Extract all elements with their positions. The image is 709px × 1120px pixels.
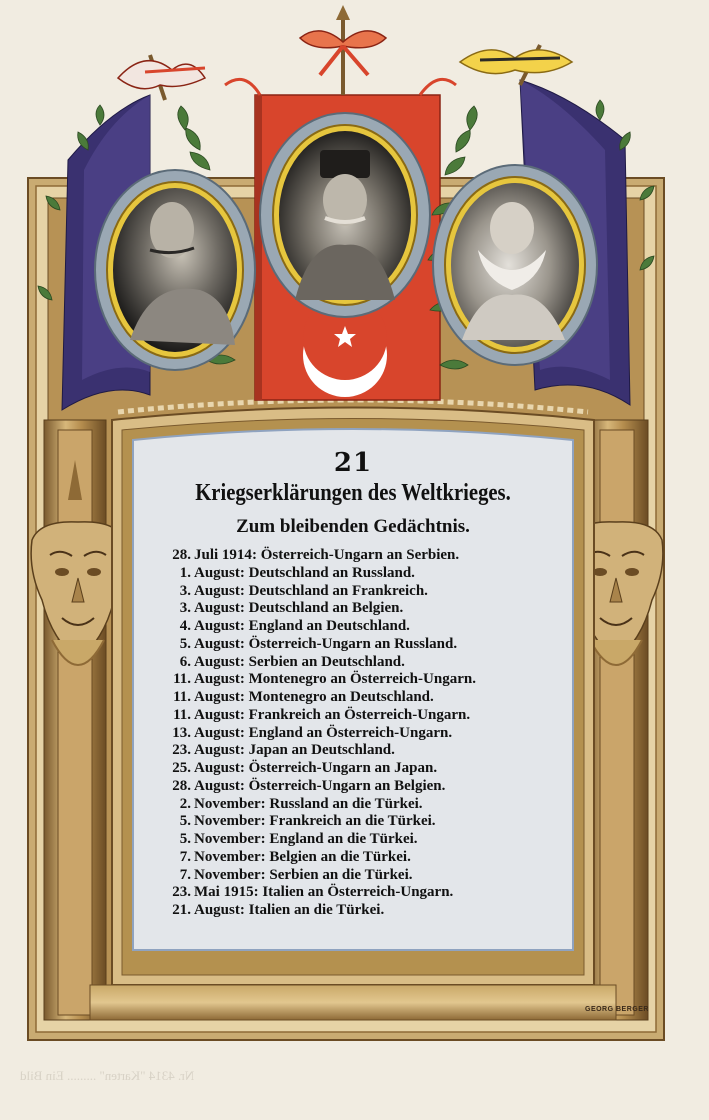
declaration-month: August [194,724,240,741]
declaration-text: Deutschland an Frankreich. [248,582,428,599]
declaration-row [151,689,561,707]
show-through-text: Nr. 4314 "Karten" ......... Ein Bild [20,1068,195,1083]
declarations-list [151,547,561,920]
declaration-month: August [194,742,240,759]
declaration-separator: : [260,813,270,830]
portrait-center [260,113,430,317]
declaration-text: England an Österreich-Ungarn. [248,724,453,741]
declaration-day: 11. [173,689,191,705]
declaration-row [151,884,561,902]
declaration-day: 1. [179,564,191,581]
declaration-day: 23. [172,742,191,759]
declaration-separator: : [239,618,249,634]
declaration-month: August [194,902,240,918]
declaration-day: 3. [179,582,191,599]
declaration-separator: : [260,795,270,812]
declaration-row [151,654,561,672]
declaration-day: 5. [179,813,191,830]
declaration-day: 28. [172,777,191,794]
declaration-row [151,760,561,778]
declaration-text: England an die Türkei. [269,831,418,847]
declaration-month: August [194,706,240,723]
declaration-month: November [194,866,261,883]
declaration-separator: : [239,902,249,918]
declaration-row [151,636,561,654]
declaration-day: 5. [179,831,191,847]
declaration-separator: : [239,706,249,723]
declaration-separator: : [239,600,249,617]
declaration-row [151,565,561,583]
declaration-row [151,813,561,831]
declaration-day: 4. [179,618,191,634]
declaration-month: November [194,813,261,830]
declaration-separator: : [239,724,249,741]
declaration-separator: : [260,866,270,883]
declaration-month: August [194,600,240,617]
declaration-day: 3. [179,600,191,617]
declaration-text: Österreich-Ungarn an Russland. [248,635,458,652]
declaration-row [151,778,561,796]
declaration-row [151,831,561,849]
declaration-day: 7. [179,866,191,883]
declaration-row [151,867,561,885]
declaration-day: 6. [179,653,191,670]
declaration-month: Juli 1914 [194,547,252,563]
declaration-separator: : [239,564,249,581]
card-title: Kriegserklärungen des Weltkrieges. [195,480,511,506]
declaration-separator: : [239,760,249,776]
declaration-row [151,583,561,601]
declaration-text: Serbien an Deutschland. [248,653,405,670]
declaration-row [151,796,561,814]
declaration-month: November [194,848,261,865]
declaration-month: August [194,618,240,634]
declaration-day: 7. [179,848,191,865]
declaration-row [151,707,561,725]
declaration-text: England an Deutschland. [248,618,410,634]
declaration-text: Österreich-Ungarn an Serbien. [260,547,460,563]
declaration-row [151,725,561,743]
declaration-text: Montenegro an Deutschland. [248,689,434,705]
declaration-separator: : [239,582,249,599]
declaration-row [151,618,561,636]
declaration-text: Italien an die Türkei. [248,902,385,918]
declaration-month: August [194,671,240,688]
declaration-month: August [194,582,240,599]
declaration-month: August [194,777,240,794]
declaration-row [151,547,561,565]
declaration-day: 23. [172,884,191,901]
declaration-row [151,902,561,920]
declaration-day: 25. [172,760,191,776]
declaration-month: November [194,831,261,847]
declaration-text: Montenegro an Österreich-Ungarn. [248,671,476,688]
declaration-text: Japan an Deutschland. [248,742,395,759]
declaration-text: Österreich-Ungarn an Belgien. [248,777,446,794]
declaration-text: Serbien an die Türkei. [269,866,413,883]
declaration-text: Frankreich an Österreich-Ungarn. [248,706,471,723]
artist-signature: GEORG BERGER [585,1006,649,1013]
declarations-panel [133,422,573,950]
declaration-row [151,849,561,867]
declaration-day: 21. [172,902,191,918]
declaration-separator: : [239,742,249,759]
declaration-day: 13. [172,724,191,741]
declaration-month: August [194,635,240,652]
declaration-text: Belgien an die Türkei. [269,848,411,865]
declaration-separator: : [260,848,270,865]
declaration-month: August [194,689,240,705]
declaration-row [151,600,561,618]
declaration-separator: : [239,777,249,794]
declaration-separator: : [239,689,249,705]
card-subtitle: Zum bleibenden Gedächtnis. [236,516,470,537]
declaration-day: 11. [173,671,191,688]
declaration-separator: : [251,547,261,563]
declaration-month: November [194,795,261,812]
declaration-month: August [194,564,240,581]
declaration-day: 2. [179,795,191,812]
declaration-day: 28. [172,547,191,563]
declaration-month: August [194,653,240,670]
declaration-separator: : [239,671,249,688]
declaration-text: Deutschland an Russland. [248,564,415,581]
declaration-text: Deutschland an Belgien. [248,600,404,617]
declaration-separator: : [260,831,270,847]
portrait-right [433,165,597,365]
declaration-month: Mai 1915 [194,884,254,901]
declaration-separator: : [253,884,263,901]
declaration-row [151,671,561,689]
declaration-row [151,742,561,760]
declaration-text: Frankreich an die Türkei. [269,813,436,830]
declaration-separator: : [239,635,249,652]
declaration-text: Italien an Österreich-Ungarn. [262,884,454,901]
declaration-day: 11. [173,706,191,723]
declaration-text: Russland an die Türkei. [269,795,423,812]
portrait-left [95,170,255,370]
declaration-separator: : [239,653,249,670]
declaration-month: August [194,760,240,776]
declaration-day: 5. [179,635,191,652]
declaration-text: Österreich-Ungarn an Japan. [248,760,438,776]
card-number: 21 [333,448,373,478]
